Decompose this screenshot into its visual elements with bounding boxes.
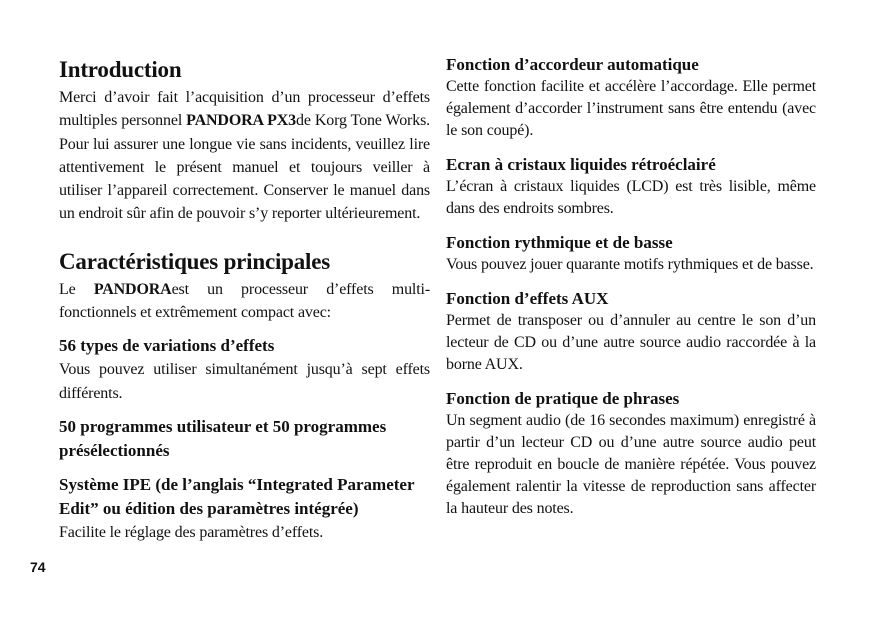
phrase-trainer-text: Un segment audio (de 16 secondes maximum) enregistré à partir d’un lecteur CD ou d’une autre source audio peut être reproduit en boucle de manière répétée. Vous pouvez également ralentir la vitesse de reproduction sans affecter la hauteur des notes.	[446, 412, 816, 517]
lcd-heading: Ecran à cristaux liquides rétroéclairé	[446, 155, 716, 174]
page-number: 74	[30, 559, 46, 575]
feature-effects-heading: 56 types de variations d’effets	[59, 336, 275, 356]
feature-programs-heading: 50 programmes utilisateur et 50 programmes présélectionnés	[59, 416, 387, 460]
feature-ipe-heading: Système IPE (de l’anglais “Integrated Parameter Edit” ou édition des paramètres intégrée)	[59, 474, 415, 518]
left-column	[59, 54, 430, 544]
aux-heading: Fonction d’effets AUX	[446, 289, 609, 308]
intro-product-name: PANDORA PX3	[186, 112, 296, 130]
features-heading: Caractéristiques principales	[59, 248, 331, 274]
feature-ipe-text: Facilite le réglage des paramètres d’effets.	[59, 523, 324, 541]
introduction-heading: Introduction	[59, 57, 182, 82]
rhythm-heading: Fonction rythmique et de basse	[446, 233, 673, 252]
introduction-paragraph	[59, 86, 430, 226]
lcd-text: L’écran à cristaux liquides (LCD) est très lisible, même dans des endroits sombres.	[446, 178, 816, 217]
aux-text: Permet de transposer ou d’annuler au centre le son d’un lecteur de CD ou d’une autre source audio raccordée à la borne AUX.	[446, 312, 816, 373]
intro-text-2: de Korg Tone Works. Pour lui assurer une longue vie sans incidents, veuillez lire attentivement le présent manuel et toujours veiller à utiliser l’appareil correctement. Conserver le manuel dans un endroit sûr afin de pouvoir s’y reporter ultérieurement.	[59, 112, 430, 223]
features-text-1: Le	[59, 280, 94, 298]
phrase-trainer-heading: Fonction de pratique de phrases	[446, 389, 680, 408]
features-text-2: est un processeur d’effets multi-fonctionnels et extrêmement compact avec:	[59, 280, 430, 322]
features-product-name: PANDORA	[93, 280, 172, 298]
rhythm-text: Vous pouvez jouer quarante motifs rythmiques et de basse.	[446, 256, 814, 273]
tuner-text: Cette fonction facilite et accélère l’accordage. Elle permet également d’accorder l’instrument sans être entendu (avec le son coupé).	[446, 78, 816, 139]
right-column	[446, 54, 816, 520]
feature-effects-text: Vous pouvez utiliser simultanément jusqu’à sept effets différents.	[59, 361, 430, 402]
intro-text-1: Merci d’avoir fait l’acquisition d’un processeur d’effets multiples personnel	[59, 89, 430, 130]
features-paragraph	[59, 278, 430, 325]
tuner-heading: Fonction d’accordeur automatique	[446, 55, 699, 74]
